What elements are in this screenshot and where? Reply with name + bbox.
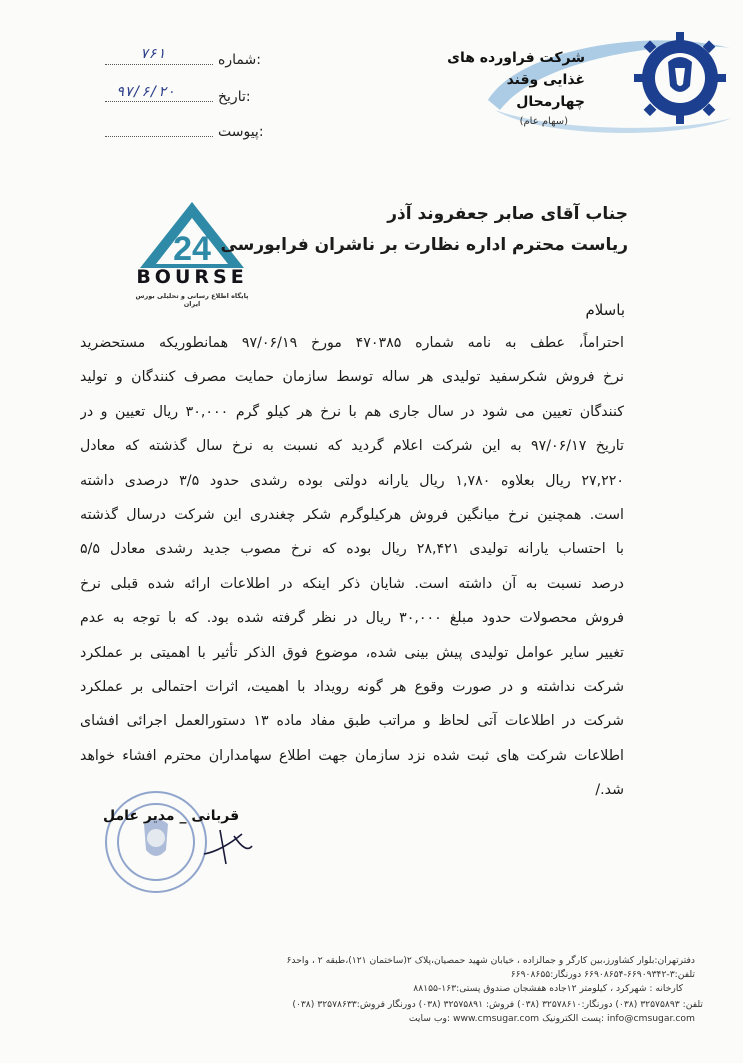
company-name-line3: چهارمحال <box>516 94 585 110</box>
body-line: فروش محصولات حدود مبلغ ۳۰,۰۰۰ ریال در نظر گرفته شده بود. که با توجه به عدم <box>80 610 624 627</box>
addressee-name: جناب آقای صابر جعفروند آذر <box>387 204 628 224</box>
date-line <box>105 101 213 102</box>
body-line: اطلاعات شرکت های ثبت شده نزد سازمان جهت اطلاع سهامداران محترم افشاء خواهد <box>80 747 624 764</box>
footer-website-email: وب سایت: www.cmsugar.com پست الکترونیک: info@cmsugar.com <box>408 1013 695 1024</box>
number-line <box>105 64 213 65</box>
footer-tehran-address: دفترتهران:بلوار کشاورز،بین کارگر و جمالزاده ، خیابان شهید حمصیان،پلاک ۲(ساختمان ۱۲۱)،طبقه ۲ ، واحد۶ <box>286 955 695 966</box>
greeting: باسلام <box>585 301 625 319</box>
company-type-label: (سهام عام) <box>519 116 568 127</box>
attachment-line <box>105 136 213 137</box>
body-line: است. همچنین نرخ میانگین فروش هرکیلوگرم شکر چغندری این شرکت درسال گذشته <box>80 506 624 523</box>
footer-tehran-phones: تلفن:۳-۶۶۹۰۹۳۴۲-۶۶۹۰۸۶۵۴ دورنگار:۶۶۹۰۸۶۵۵ <box>510 969 695 980</box>
company-logo-gear <box>632 28 728 124</box>
bourse-logo-number: 24 <box>173 230 211 268</box>
signature-name: قربانی _ مدیر عامل <box>103 808 240 824</box>
date-value: ۹۷/۶/۲۰ <box>116 84 176 100</box>
body-line: تغییر سایر عوامل تولیدی پیش بینی شده، موضوع فوق الذکر تأثیر با اهمیتی بر عملکرد <box>80 644 624 661</box>
body-line: ۲۷,۲۲۰ ریال بعلاوه ۱,۷۸۰ ریال یارانه دولتی بوده رشدی حدود ۳/۵ درصدی داشته <box>80 472 624 489</box>
body-line: نرخ فروش شکرسفید تولیدی هر ساله توسط سازمان حمایت مصرف کنندگان و تولید <box>80 369 624 386</box>
footer-factory-phones: تلفن: ۳۲۵۷۵۸۹۳ (۰۳۸) دورنگار:۳۲۵۷۸۶۱۰ (۰۳۸) فروش: ۳۲۵۷۵۸۹۱ (۰۳۸) دورنگار فروش:۳۲۵۷۸۶۳۳ (۰۳۸) <box>292 999 703 1010</box>
body-line: شرکت نداشته و در صورت وقوع هر گونه رویداد با اهمیت، اثرات احتمالی بر عملکرد <box>80 678 624 695</box>
footer-factory-address: کارخانه : شهرکرد ، کیلومتر ۱۲جاده هفشجان صندوق پستی:۱۶۳-۸۸۱۵۵ <box>413 983 683 994</box>
addressee-title: ریاست محترم اداره نظارت بر ناشران فرابورسی <box>220 235 628 255</box>
attachment-label: پیوست: <box>218 124 264 140</box>
body-line: شد./ <box>595 782 624 799</box>
company-name-line1: شرکت فراورده های <box>447 50 585 66</box>
body-line: کنندگان تعیین می شود در سال جاری هم با نرخ هر کیلو گرم ۳۰,۰۰۰ ریال تعیین و در <box>80 403 624 420</box>
letter-body <box>80 326 624 807</box>
body-line: تاریخ ۹۷/۰۶/۱۷ به این شرکت اعلام گردید که نسبت به نرخ سال گذشته که معادل <box>80 438 624 455</box>
body-line: احتراماً، عطف به نامه شماره ۴۷۰۳۸۵ مورخ ۹۷/۰۶/۱۹ همانطوریکه مستحضرید <box>80 335 624 351</box>
number-value: ۷۶۱ <box>140 46 166 62</box>
body-line: با احتساب یارانه تولیدی ۲۸,۴۲۱ ریال بوده که نرخ مصوب جدید رشدی معادل ۵/۵ <box>80 541 624 558</box>
date-label: تاریخ: <box>218 89 251 105</box>
company-name-line2: غذایی وقند <box>506 72 585 88</box>
handwritten-signature <box>196 824 256 868</box>
bourse-logo-word: BOURSE <box>136 266 248 288</box>
number-label: شماره: <box>218 52 261 68</box>
body-line: شرکت در اطلاعات آتی لحاظ و مراتب طبق مفاد ماده ۱۳ دستورالعمل اجرائی افشای <box>80 713 624 730</box>
bourse-logo-subtitle: پایگاه اطلاع رسانی و تحلیلی بورس ایران <box>135 292 249 308</box>
body-line: درصد نسبت به آن داشته است. شایان ذکر اینکه در اطلاعات ارائه شده قبلی نرخ <box>80 575 624 592</box>
